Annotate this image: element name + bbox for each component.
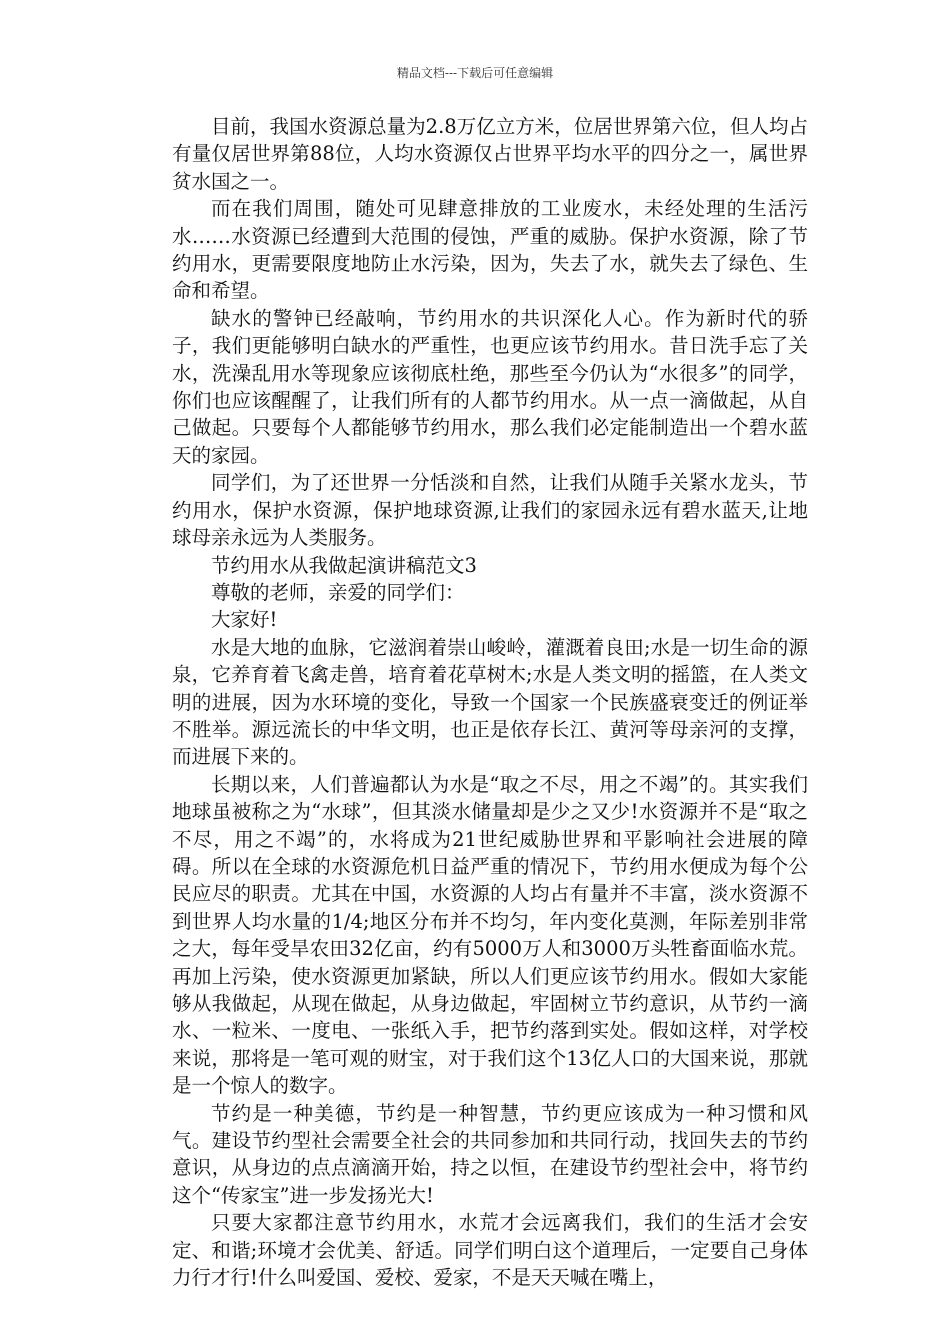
paragraph: 而在我们周围，随处可见肆意排放的工业废水，未经处理的生活污水……水资源已经遭到大范围的侵蚀，严重的威胁。保护水资源，除了节约用水，更需要限度地防止水污染，因为，失去了水，就失去了绿色、生命和希望。 xyxy=(172,197,808,303)
paragraph: 长期以来，人们普遍都认为水是“取之不尽，用之不竭”的。其实我们地球虽被称之为“水球”，但其淡水储量却是少之又少!水资源并不是“取之不尽，用之不竭”的，水将成为21世纪威胁世界和平影响社会进展的障碍。所以在全球的水资源危机日益严重的情况下，节约用水便成为每个公民应尽的职责。尤其在中国，水资源的人均占有量并不丰富，淡水资源不到世界人均水量的1/4;地区分布并不均匀，年内变化莫测，年际差别非常之大，每年受旱农田32亿亩，约有5000万人和3000万头牲畜面临水荒。再加上污染，使水资源更加紧缺，所以人们更应该节约用水。假如大家能够从我做起，从现在做起，从身边做起，牢固树立节约意识，从节约一滴水、一粒米、一度电、一张纸入手，把节约落到实处。假如这样，对学校来说，那将是一笔可观的财宝，对于我们这个13亿人口的大国来说，那就是一个惊人的数字。 xyxy=(172,772,808,1098)
paragraph: 节约是一种美德，节约是一种智慧，节约更应该成为一种习惯和风气。建设节约型社会需要全社会的共同参加和共同行动，找回失去的节约意识，从身边的点点滴滴开始，持之以恒，在建设节约型社会中，将节约这个“传家宝”进一步发扬光大! xyxy=(172,1101,808,1207)
page-header: 精品文档---下载后可任意编辑 xyxy=(396,66,554,80)
paragraph: 目前，我国水资源总量为2.8万亿立方米，位居世界第六位，但人均占有量仅居世界第88位，人均水资源仅占世界平均水平的四分之一，属世界贫水国之一。 xyxy=(172,115,808,193)
document-body xyxy=(172,113,808,1291)
paragraph: 只要大家都注意节约用水，水荒才会远离我们，我们的生活才会安定、和谐;环境才会优美、舒适。同学们明白这个道理后，一定要自己身体力行才行!什么叫爱国、爱校、爱家，不是天天喊在嘴上， xyxy=(172,1211,808,1290)
paragraph: 同学们，为了还世界一分恬淡和自然，让我们从随手关紧水龙头，节约用水，保护水资源，保护地球资源,让我们的家园永远有碧水蓝天,让地球母亲永远为人类服务。 xyxy=(172,471,808,550)
salutation: 尊敬的老师，亲爱的同学们： xyxy=(211,580,465,604)
section-title: 节约用水从我做起演讲稿范文3 xyxy=(211,553,477,577)
greeting: 大家好! xyxy=(211,608,278,632)
paragraph: 水是大地的血脉，它滋润着崇山峻岭，灌溉着良田;水是一切生命的源泉，它养育着飞禽走兽，培育着花草树木;水是人类文明的摇篮，在人类文明的进展，因为水环境的变化，导致一个国家一个民族盛衰变迁的例证举不胜举。源远流长的中华文明，也正是依存长江、黄河等母亲河的支撑，而进展下来的。 xyxy=(172,635,808,769)
paragraph: 缺水的警钟已经敲响，节约用水的共识深化人心。作为新时代的骄子，我们更能够明白缺水的严重性，也更应该节约用水。昔日洗手忘了关水，洗澡乱用水等现象应该彻底杜绝，那些至今仍认为“水很多”的同学，你们也应该醒醒了，让我们所有的人都节约用水。从一点一滴做起，从自己做起。只要每个人都能够节约用水，那么我们必定能制造出一个碧水蓝天的家园。 xyxy=(172,306,808,467)
